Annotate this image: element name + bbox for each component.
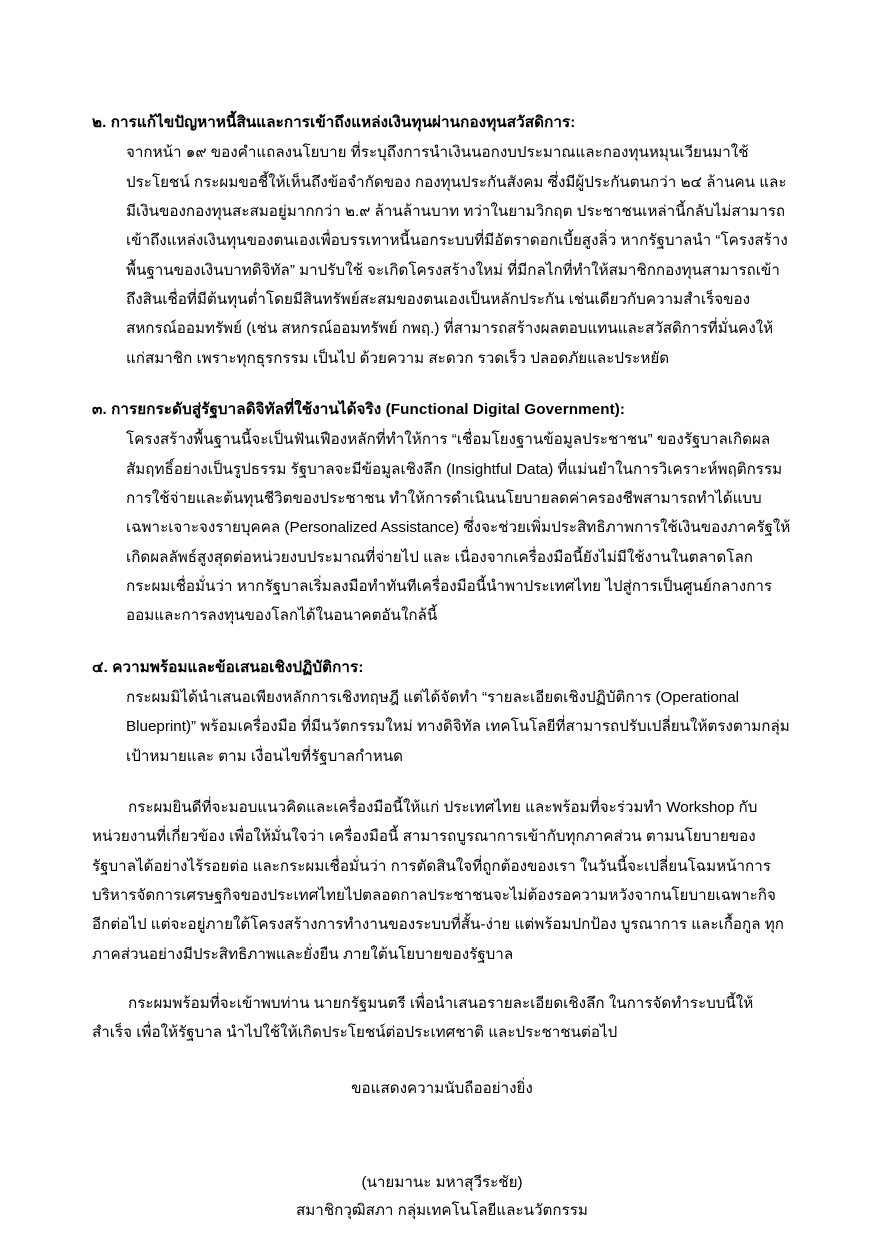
signature-block xyxy=(92,1169,792,1225)
section-item xyxy=(92,653,792,771)
section-item xyxy=(92,395,792,631)
section-item xyxy=(92,108,792,373)
section-body: กระผมมิได้นำเสนอเพียงหลักการเชิงทฤษฎี แต่ได้จัดทำ “รายละเอียดเชิงปฏิบัติการ (Operational Blueprint)” พร้อมเครื่องมือ ที่มีนวัตกรรมใหม่ ทางดิจิทัล เทคโนโลยีที่สามารถปรับเปลี่ยนให้ตรงตามกลุ่มเป้าหมายและ ตาม เงื่อนไขที่รัฐบาลกำหนด xyxy=(126,688,790,765)
signer-name: (นายมานะ มหาสุวีระชัย) xyxy=(361,1173,523,1191)
section-heading: ๔. ความพร้อมและข้อเสนอเชิงปฏิบัติการ: xyxy=(92,658,364,676)
signer-title: สมาชิกวุฒิสภา กลุ่มเทคโนโลยีและนวัตกรรม xyxy=(296,1201,588,1219)
section-heading: ๒. การแก้ไขปัญหาหนี้สินและการเข้าถึงแหล่งเงินทุนผ่านกองทุนสวัสดิการ: xyxy=(92,114,576,131)
document-body xyxy=(92,108,792,1225)
section-heading: ๓. การยกระดับสู่รัฐบาลดิจิทัลที่ใช้งานได้จริง (Functional Digital Government): xyxy=(92,400,626,418)
closing-line: ขอแสดงความนับถืออย่างยิ่ง xyxy=(351,1079,533,1097)
body-paragraph: กระผมพร้อมที่จะเข้าพบท่าน นายกรัฐมนตรี เพื่อนำเสนอรายละเอียดเชิงลึก ในการจัดทำระบบนี้ให้สำเร็จ เพื่อให้รัฐบาล นำไปใช้ให้เกิดประโยชน์ต่อประเทศชาติ และประชาชนต่อไป xyxy=(92,994,754,1042)
body-paragraph: กระผมยินดีที่จะมอบแนวคิดและเครื่องมือนี้ให้แก่ ประเทศไทย และพร้อมที่จะร่วมทำ Workshop กับหน่วยงานที่เกี่ยวข้อง เพื่อให้มั่นใจว่า เครื่องมือนี้ สามารถบูรณาการเข้ากับทุกภาคส่วน ตามนโยบายของรัฐบาลได้อย่างไร้รอยต่อ และกระผมเชื่อมั่นว่า การตัดสินใจที่ถูกต้องของเรา ในวันนี้จะเปลี่ยนโฉมหน้าการบริหารจัดการเศรษฐกิจของประเทศไทยไปตลอดกาลประชาชนจะไม่ต้องรอความหวังจากนโยบายเฉพาะกิจอีกต่อไป แต่จะอยู่ภายใต้โครงสร้างการทำงานของระบบที่สั้น-ง่าย แต่พร้อมปกป้อง บูรณาการ และเกื้อกูล ทุกภาคส่วนอย่างมีประสิทธิภาพและยั่งยืน ภายใต้นโยบายของรัฐบาล xyxy=(92,798,784,963)
section-body: โครงสร้างพื้นฐานนี้จะเป็นฟันเฟืองหลักที่ทำให้การ “เชื่อมโยงฐานข้อมูลประชาชน” ของรัฐบาลเกิดผลสัมฤทธิ์อย่างเป็นรูปธรรม รัฐบาลจะมีข้อมูลเชิงลึก (Insightful Data) ที่แม่นยำในการวิเคราะห์พฤติกรรมการใช้จ่ายและต้นทุนชีวิตของประชาชน ทำให้การดำเนินนโยบายลดค่าครองชีพสามารถทำได้แบบ เฉพาะเจาะจงรายบุคคล (Personalized Assistance) ซึ่งจะช่วยเพิ่มประสิทธิภาพการใช้เงินของภาครัฐให้เกิดผลลัพธ์สูงสุดต่อหน่วยงบประมาณที่จ่ายไป และ เนื่องจากเครื่องมือนี้ยังไม่มีใช้งานในตลาดโลก กระผมเชื่อมั่นว่า หากรัฐบาลเริ่มลงมือทำทันทีเครื่องมือนี้นำพาประเทศไทย ไปสู่การเป็นศูนย์กลางการออมและการลงทุนของโลกได้ในอนาคตอันใกล้นี้ xyxy=(126,431,791,625)
section-body: จากหน้า ๑๙ ของคำแถลงนโยบาย ที่ระบุถึงการนำเงินนอกงบประมาณและกองทุนหมุนเวียนมาใช้ประโยชน์ กระผมขอชี้ให้เห็นถึงข้อจำกัดของ กองทุนประกันสังคม ซึ่งมีผู้ประกันตนกว่า ๒๔ ล้านคน และมีเงินของกองทุนสะสมอยู่มากกว่า ๒.๙ ล้านล้านบาท ทว่าในยามวิกฤต ประชาชนเหล่านี้กลับไม่สามารถเข้าถึงแหล่งเงินทุนของตนเองเพื่อบรรเทาหนี้นอกระบบที่มีอัตราดอกเบี้ยสูงลิ่ว หากรัฐบาลนำ “โครงสร้างพื้นฐานของเงินบาทดิจิทัล” มาปรับใช้ จะเกิดโครงสร้างใหม่ ที่มีกลไกที่ทำให้สมาชิกกองทุนสามารถเข้าถึงสินเชื่อที่มีต้นทุนต่ำโดยมีสินทรัพย์สะสมของตนเองเป็นหลักประกัน เช่นเดียวกับความสำเร็จของ สหกรณ์ออมทรัพย์ (เช่น สหกรณ์ออมทรัพย์ กพฤ.) ที่สามารถสร้างผลตอบแทนและสวัสดิการที่มั่นคงให้แก่สมาชิก เพราะทุกธุรกรรม เป็นไป ด้วยความ สะดวก รวดเร็ว ปลอดภัยและประหยัด xyxy=(126,144,788,367)
